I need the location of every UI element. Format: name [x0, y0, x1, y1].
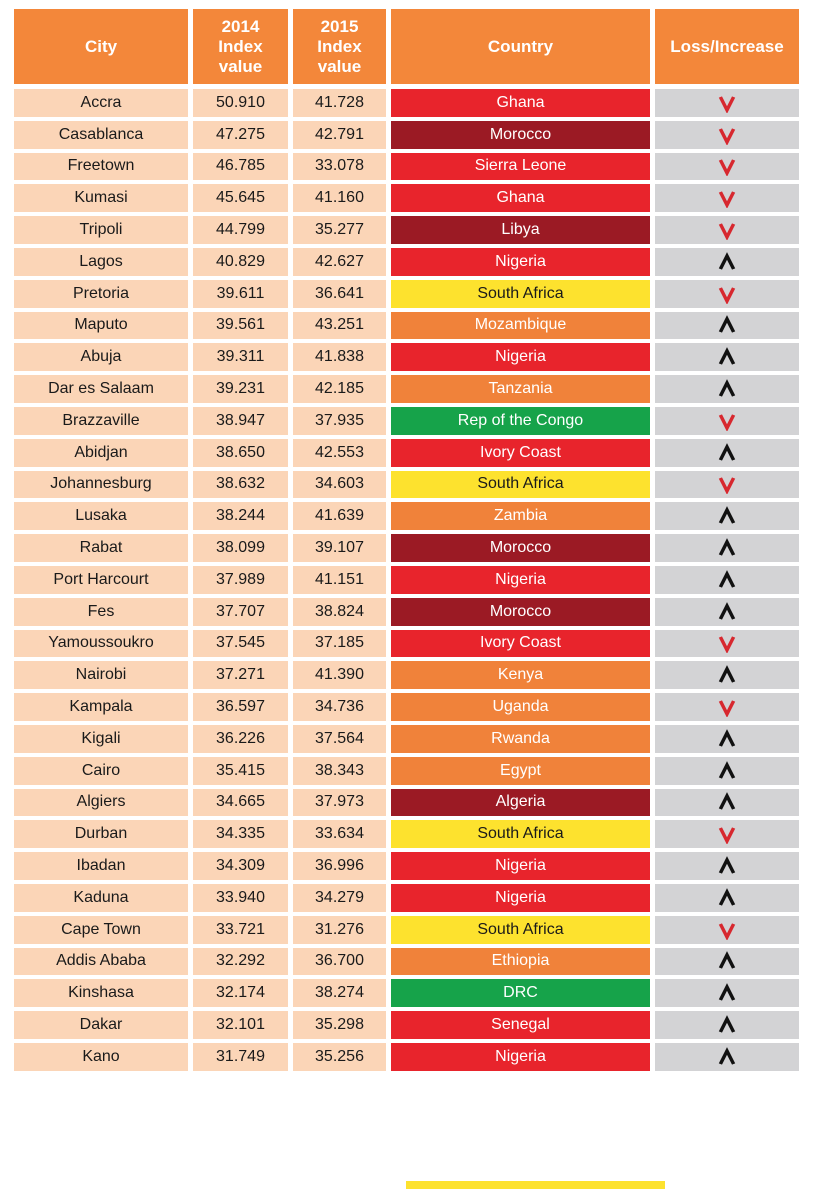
table-row	[14, 248, 804, 276]
index-2014-cell: 38.244	[193, 502, 288, 530]
trend-cell	[655, 852, 799, 880]
increase-arrow-icon	[717, 792, 737, 812]
country-cell: Nigeria	[391, 566, 650, 594]
header-city: City	[14, 9, 188, 84]
table-row	[14, 820, 804, 848]
header-2015-line1: 2015	[320, 16, 359, 36]
increase-arrow-icon	[717, 315, 737, 335]
trend-cell	[655, 439, 799, 467]
index-2015-cell: 39.107	[293, 534, 386, 562]
country-cell: Algeria	[391, 789, 650, 817]
index-2014-cell: 34.335	[193, 820, 288, 848]
index-2015-cell: 38.343	[293, 757, 386, 785]
increase-arrow-icon	[717, 347, 737, 367]
index-2014-cell: 44.799	[193, 216, 288, 244]
increase-arrow-icon	[717, 665, 737, 685]
table-row	[14, 439, 804, 467]
table-row	[14, 884, 804, 912]
index-2014-cell: 37.707	[193, 598, 288, 626]
city-cell: Fes	[14, 598, 188, 626]
city-cell: Kumasi	[14, 184, 188, 212]
index-2014-cell: 35.415	[193, 757, 288, 785]
index-2015-cell: 37.973	[293, 789, 386, 817]
loss-arrow-icon	[717, 824, 737, 844]
header-2015-index	[293, 9, 386, 84]
city-cell: Maputo	[14, 312, 188, 340]
table-row	[14, 725, 804, 753]
index-2015-cell: 38.274	[293, 979, 386, 1007]
trend-cell	[655, 502, 799, 530]
index-2014-cell: 39.311	[193, 343, 288, 371]
table-row	[14, 1011, 804, 1039]
increase-arrow-icon	[717, 538, 737, 558]
country-cell: Morocco	[391, 598, 650, 626]
city-cell: Abidjan	[14, 439, 188, 467]
index-2015-cell: 33.634	[293, 820, 386, 848]
loss-arrow-icon	[717, 284, 737, 304]
index-2015-cell: 41.151	[293, 566, 386, 594]
increase-arrow-icon	[717, 729, 737, 749]
country-cell: Rep of the Congo	[391, 407, 650, 435]
index-2014-cell: 50.910	[193, 89, 288, 117]
index-2015-cell: 33.078	[293, 153, 386, 181]
table-row	[14, 693, 804, 721]
trend-cell	[655, 979, 799, 1007]
city-cell: Abuja	[14, 343, 188, 371]
loss-arrow-icon	[717, 188, 737, 208]
table-row	[14, 471, 804, 499]
trend-cell	[655, 693, 799, 721]
table-row	[14, 1043, 804, 1071]
increase-arrow-icon	[717, 1015, 737, 1035]
index-2014-cell: 34.309	[193, 852, 288, 880]
table-row	[14, 312, 804, 340]
index-2014-cell: 45.645	[193, 184, 288, 212]
trend-cell	[655, 630, 799, 658]
table-row	[14, 216, 804, 244]
city-cell: Addis Ababa	[14, 948, 188, 976]
index-2014-cell: 38.947	[193, 407, 288, 435]
country-cell: Egypt	[391, 757, 650, 785]
trend-cell	[655, 789, 799, 817]
country-cell: Nigeria	[391, 343, 650, 371]
city-cell: Accra	[14, 89, 188, 117]
table-row	[14, 375, 804, 403]
index-2015-cell: 37.564	[293, 725, 386, 753]
trend-cell	[655, 89, 799, 117]
trend-cell	[655, 312, 799, 340]
header-2014-line1: 2014	[221, 16, 260, 36]
city-cell: Kaduna	[14, 884, 188, 912]
trend-cell	[655, 916, 799, 944]
country-cell: Ethiopia	[391, 948, 650, 976]
city-cell: Johannesburg	[14, 471, 188, 499]
index-2015-cell: 42.185	[293, 375, 386, 403]
index-2014-cell: 36.226	[193, 725, 288, 753]
trend-cell	[655, 121, 799, 149]
country-cell: South Africa	[391, 820, 650, 848]
city-cell: Yamoussoukro	[14, 630, 188, 658]
trend-cell	[655, 820, 799, 848]
city-cell: Freetown	[14, 153, 188, 181]
index-2014-cell: 33.721	[193, 916, 288, 944]
increase-arrow-icon	[717, 856, 737, 876]
country-cell: Ghana	[391, 89, 650, 117]
city-cell: Kigali	[14, 725, 188, 753]
index-2015-cell: 42.791	[293, 121, 386, 149]
trend-cell	[655, 725, 799, 753]
country-cell: Senegal	[391, 1011, 650, 1039]
table-header	[14, 9, 804, 84]
table-row	[14, 502, 804, 530]
loss-arrow-icon	[717, 411, 737, 431]
country-cell: South Africa	[391, 471, 650, 499]
table-row	[14, 566, 804, 594]
loss-arrow-icon	[717, 697, 737, 717]
index-2014-cell: 37.989	[193, 566, 288, 594]
city-cell: Dar es Salaam	[14, 375, 188, 403]
index-2014-cell: 38.632	[193, 471, 288, 499]
loss-arrow-icon	[717, 220, 737, 240]
loss-arrow-icon	[717, 125, 737, 145]
country-cell: Nigeria	[391, 248, 650, 276]
country-cell: Nigeria	[391, 852, 650, 880]
increase-arrow-icon	[717, 951, 737, 971]
index-2014-cell: 32.292	[193, 948, 288, 976]
trend-cell	[655, 184, 799, 212]
increase-arrow-icon	[717, 379, 737, 399]
city-cell: Tripoli	[14, 216, 188, 244]
index-2015-cell: 42.553	[293, 439, 386, 467]
header-loss-increase: Loss/Increase	[655, 9, 799, 84]
table-row	[14, 184, 804, 212]
country-cell: Ghana	[391, 184, 650, 212]
header-country: Country	[391, 9, 650, 84]
header-2014-line2: Index	[218, 36, 263, 56]
header-2015-line3: value	[317, 56, 362, 76]
city-cell: Cairo	[14, 757, 188, 785]
index-2014-cell: 39.231	[193, 375, 288, 403]
index-2014-cell: 47.275	[193, 121, 288, 149]
country-cell: Ivory Coast	[391, 439, 650, 467]
loss-arrow-icon	[717, 93, 737, 113]
index-2015-cell: 36.996	[293, 852, 386, 880]
trend-cell	[655, 534, 799, 562]
header-2014-line3: value	[218, 56, 263, 76]
city-cell: Pretoria	[14, 280, 188, 308]
country-cell: Ivory Coast	[391, 630, 650, 658]
city-cell: Rabat	[14, 534, 188, 562]
index-2015-cell: 38.824	[293, 598, 386, 626]
country-cell: Zambia	[391, 502, 650, 530]
index-2015-cell: 41.838	[293, 343, 386, 371]
header-2014-index	[193, 9, 288, 84]
table-row	[14, 280, 804, 308]
index-2015-cell: 34.603	[293, 471, 386, 499]
increase-arrow-icon	[717, 888, 737, 908]
table-row	[14, 979, 804, 1007]
index-2014-cell: 32.174	[193, 979, 288, 1007]
trend-cell	[655, 153, 799, 181]
trend-cell	[655, 216, 799, 244]
country-cell: Kenya	[391, 661, 650, 689]
index-2015-cell: 34.736	[293, 693, 386, 721]
city-cell: Casablanca	[14, 121, 188, 149]
index-2015-cell: 31.276	[293, 916, 386, 944]
table-row	[14, 757, 804, 785]
trend-cell	[655, 375, 799, 403]
index-2014-cell: 39.561	[193, 312, 288, 340]
increase-arrow-icon	[717, 443, 737, 463]
trend-cell	[655, 248, 799, 276]
loss-arrow-icon	[717, 920, 737, 940]
city-index-table	[14, 9, 804, 1075]
country-cell: Mozambique	[391, 312, 650, 340]
trend-cell	[655, 280, 799, 308]
city-cell: Cape Town	[14, 916, 188, 944]
city-cell: Algiers	[14, 789, 188, 817]
city-cell: Lagos	[14, 248, 188, 276]
index-2014-cell: 33.940	[193, 884, 288, 912]
city-cell: Brazzaville	[14, 407, 188, 435]
increase-arrow-icon	[717, 602, 737, 622]
index-2015-cell: 35.298	[293, 1011, 386, 1039]
table-body	[14, 89, 804, 1071]
index-2015-cell: 41.728	[293, 89, 386, 117]
country-cell: DRC	[391, 979, 650, 1007]
table-row	[14, 343, 804, 371]
table-row	[14, 948, 804, 976]
loss-arrow-icon	[717, 633, 737, 653]
city-cell: Kano	[14, 1043, 188, 1071]
table-row	[14, 852, 804, 880]
index-2015-cell: 35.256	[293, 1043, 386, 1071]
trend-cell	[655, 1011, 799, 1039]
country-cell: Sierra Leone	[391, 153, 650, 181]
trend-cell	[655, 471, 799, 499]
table-row	[14, 661, 804, 689]
country-cell: South Africa	[391, 280, 650, 308]
index-2014-cell: 32.101	[193, 1011, 288, 1039]
index-2014-cell: 40.829	[193, 248, 288, 276]
trend-cell	[655, 407, 799, 435]
index-2014-cell: 39.611	[193, 280, 288, 308]
trend-cell	[655, 757, 799, 785]
index-2015-cell: 34.279	[293, 884, 386, 912]
table-row	[14, 789, 804, 817]
index-2015-cell: 37.935	[293, 407, 386, 435]
trend-cell	[655, 1043, 799, 1071]
trend-cell	[655, 884, 799, 912]
city-cell: Lusaka	[14, 502, 188, 530]
table-row	[14, 598, 804, 626]
index-2015-cell: 37.185	[293, 630, 386, 658]
trend-cell	[655, 566, 799, 594]
increase-arrow-icon	[717, 761, 737, 781]
increase-arrow-icon	[717, 570, 737, 590]
table-row	[14, 153, 804, 181]
index-2015-cell: 41.639	[293, 502, 386, 530]
city-cell: Port Harcourt	[14, 566, 188, 594]
loss-arrow-icon	[717, 156, 737, 176]
table-row	[14, 121, 804, 149]
index-2014-cell: 36.597	[193, 693, 288, 721]
index-2015-cell: 43.251	[293, 312, 386, 340]
index-2015-cell: 36.700	[293, 948, 386, 976]
country-cell: Rwanda	[391, 725, 650, 753]
city-cell: Dakar	[14, 1011, 188, 1039]
country-cell: Libya	[391, 216, 650, 244]
header-2015-line2: Index	[317, 36, 362, 56]
country-cell: Tanzania	[391, 375, 650, 403]
city-cell: Kinshasa	[14, 979, 188, 1007]
loss-arrow-icon	[717, 474, 737, 494]
trend-cell	[655, 661, 799, 689]
index-2014-cell: 38.099	[193, 534, 288, 562]
country-cell: Nigeria	[391, 1043, 650, 1071]
country-cell: Nigeria	[391, 884, 650, 912]
index-2014-cell: 34.665	[193, 789, 288, 817]
increase-arrow-icon	[717, 1047, 737, 1067]
trend-cell	[655, 598, 799, 626]
increase-arrow-icon	[717, 506, 737, 526]
table-row	[14, 630, 804, 658]
index-2014-cell: 46.785	[193, 153, 288, 181]
city-cell: Ibadan	[14, 852, 188, 880]
index-2015-cell: 41.390	[293, 661, 386, 689]
table-row	[14, 407, 804, 435]
city-cell: Kampala	[14, 693, 188, 721]
table-row	[14, 89, 804, 117]
table-row	[14, 534, 804, 562]
index-2014-cell: 37.271	[193, 661, 288, 689]
index-2015-cell: 41.160	[293, 184, 386, 212]
index-2014-cell: 38.650	[193, 439, 288, 467]
country-cell: South Africa	[391, 916, 650, 944]
table-row	[14, 916, 804, 944]
country-cell: Morocco	[391, 534, 650, 562]
city-cell: Durban	[14, 820, 188, 848]
city-cell: Nairobi	[14, 661, 188, 689]
index-2015-cell: 42.627	[293, 248, 386, 276]
trend-cell	[655, 948, 799, 976]
increase-arrow-icon	[717, 983, 737, 1003]
index-2015-cell: 35.277	[293, 216, 386, 244]
index-2014-cell: 37.545	[193, 630, 288, 658]
index-2014-cell: 31.749	[193, 1043, 288, 1071]
index-2015-cell: 36.641	[293, 280, 386, 308]
trend-cell	[655, 343, 799, 371]
country-cell: Uganda	[391, 693, 650, 721]
country-cell: Morocco	[391, 121, 650, 149]
increase-arrow-icon	[717, 252, 737, 272]
